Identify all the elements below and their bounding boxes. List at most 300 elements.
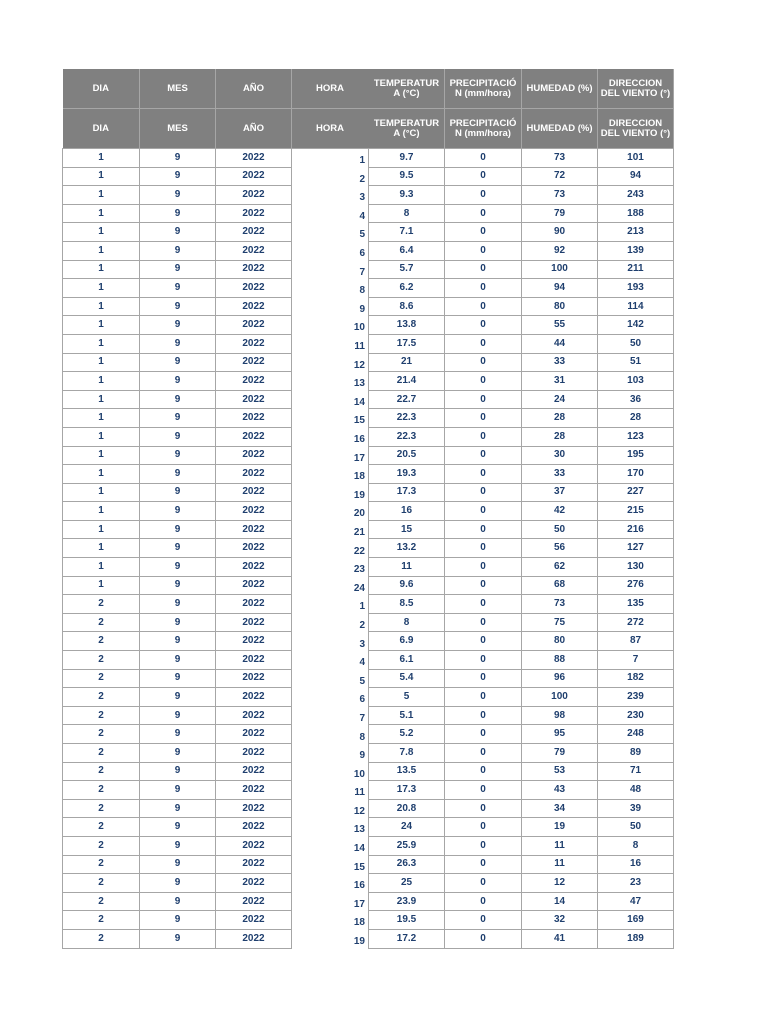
cell-temperatura: 5.4 bbox=[369, 669, 445, 688]
cell-ano: 2022 bbox=[216, 465, 292, 484]
cell-temperatura: 7.8 bbox=[369, 744, 445, 763]
cell-humedad: 41 bbox=[522, 929, 598, 948]
cell-ano: 2022 bbox=[216, 483, 292, 502]
table-row bbox=[63, 576, 674, 595]
table-row bbox=[63, 706, 674, 725]
cell-dia: 2 bbox=[63, 929, 140, 948]
cell-humedad: 94 bbox=[522, 279, 598, 298]
cell-direccion-viento: 215 bbox=[598, 502, 674, 521]
cell-direccion-viento: 139 bbox=[598, 241, 674, 260]
cell-humedad: 28 bbox=[522, 427, 598, 446]
cell-ano: 2022 bbox=[216, 260, 292, 279]
table-row bbox=[63, 874, 674, 893]
cell-direccion-viento: 36 bbox=[598, 390, 674, 409]
cell-direccion-viento: 94 bbox=[598, 167, 674, 186]
cell-mes: 9 bbox=[140, 669, 216, 688]
cell-mes: 9 bbox=[140, 855, 216, 874]
cell-humedad: 75 bbox=[522, 613, 598, 632]
cell-dia: 2 bbox=[63, 706, 140, 725]
cell-humedad: 28 bbox=[522, 409, 598, 428]
cell-hora: 15 bbox=[353, 415, 365, 427]
cell-humedad: 37 bbox=[522, 483, 598, 502]
cell-precipitacion: 0 bbox=[445, 558, 522, 577]
cell-precipitacion: 0 bbox=[445, 409, 522, 428]
header-hora: HORA bbox=[292, 109, 369, 149]
table-row bbox=[63, 558, 674, 577]
cell-dia: 2 bbox=[63, 669, 140, 688]
cell-dia: 1 bbox=[63, 353, 140, 372]
cell-hora: 11 bbox=[354, 787, 365, 799]
cell-dia: 1 bbox=[63, 279, 140, 298]
cell-humedad: 100 bbox=[522, 688, 598, 707]
cell-temperatura: 5.7 bbox=[369, 260, 445, 279]
cell-mes: 9 bbox=[140, 297, 216, 316]
cell-precipitacion: 0 bbox=[445, 911, 522, 930]
header-hora: HORA bbox=[292, 69, 369, 109]
cell-temperatura: 9.5 bbox=[369, 167, 445, 186]
cell-precipitacion: 0 bbox=[445, 520, 522, 539]
table-row bbox=[63, 595, 674, 614]
cell-ano: 2022 bbox=[216, 706, 292, 725]
cell-precipitacion: 0 bbox=[445, 372, 522, 391]
cell-mes: 9 bbox=[140, 799, 216, 818]
cell-humedad: 79 bbox=[522, 744, 598, 763]
cell-ano: 2022 bbox=[216, 149, 292, 168]
cell-mes: 9 bbox=[140, 279, 216, 298]
cell-hora: 24 bbox=[353, 582, 365, 594]
cell-direccion-viento: 213 bbox=[598, 223, 674, 242]
cell-dia: 2 bbox=[63, 632, 140, 651]
cell-humedad: 34 bbox=[522, 799, 598, 818]
cell-hora: 23 bbox=[353, 564, 365, 576]
cell-temperatura: 6.2 bbox=[369, 279, 445, 298]
cell-precipitacion: 0 bbox=[445, 502, 522, 521]
cell-ano: 2022 bbox=[216, 781, 292, 800]
table-row bbox=[63, 390, 674, 409]
cell-temperatura: 15 bbox=[369, 520, 445, 539]
table-row bbox=[63, 911, 674, 930]
table-row bbox=[63, 260, 674, 279]
cell-precipitacion: 0 bbox=[445, 186, 522, 205]
cell-hora: 5 bbox=[359, 675, 365, 687]
cell-direccion-viento: 227 bbox=[598, 483, 674, 502]
cell-dia: 1 bbox=[63, 520, 140, 539]
header-direccion-viento: DIRECCION DEL VIENTO (°) bbox=[598, 69, 674, 109]
cell-direccion-viento: 51 bbox=[598, 353, 674, 372]
cell-hora: 16 bbox=[353, 880, 365, 892]
cell-dia: 1 bbox=[63, 539, 140, 558]
cell-precipitacion: 0 bbox=[445, 725, 522, 744]
cell-dia: 1 bbox=[63, 223, 140, 242]
cell-temperatura: 25.9 bbox=[369, 836, 445, 855]
table-row bbox=[63, 818, 674, 837]
cell-precipitacion: 0 bbox=[445, 688, 522, 707]
cell-humedad: 73 bbox=[522, 595, 598, 614]
cell-ano: 2022 bbox=[216, 725, 292, 744]
cell-direccion-viento: 8 bbox=[598, 836, 674, 855]
cell-precipitacion: 0 bbox=[445, 855, 522, 874]
cell-hora: 4 bbox=[359, 657, 365, 669]
cell-dia: 2 bbox=[63, 874, 140, 893]
cell-hora: 10 bbox=[353, 768, 365, 780]
cell-dia: 2 bbox=[63, 836, 140, 855]
cell-direccion-viento: 248 bbox=[598, 725, 674, 744]
cell-mes: 9 bbox=[140, 874, 216, 893]
header-direccion-viento: DIRECCION DEL VIENTO (°) bbox=[598, 109, 674, 149]
cell-precipitacion: 0 bbox=[445, 781, 522, 800]
cell-precipitacion: 0 bbox=[445, 353, 522, 372]
cell-mes: 9 bbox=[140, 223, 216, 242]
cell-humedad: 24 bbox=[522, 390, 598, 409]
cell-direccion-viento: 243 bbox=[598, 186, 674, 205]
table-row bbox=[63, 613, 674, 632]
cell-hora: 1 bbox=[359, 601, 365, 613]
cell-direccion-viento: 230 bbox=[598, 706, 674, 725]
header-dia: DIA bbox=[63, 109, 140, 149]
cell-hora: 11 bbox=[354, 341, 365, 353]
cell-dia: 2 bbox=[63, 781, 140, 800]
cell-precipitacion: 0 bbox=[445, 483, 522, 502]
cell-temperatura: 20.5 bbox=[369, 446, 445, 465]
table-row bbox=[63, 372, 674, 391]
cell-temperatura: 6.4 bbox=[369, 241, 445, 260]
cell-dia: 2 bbox=[63, 744, 140, 763]
cell-humedad: 12 bbox=[522, 874, 598, 893]
cell-mes: 9 bbox=[140, 390, 216, 409]
cell-ano: 2022 bbox=[216, 390, 292, 409]
cell-dia: 1 bbox=[63, 446, 140, 465]
cell-precipitacion: 0 bbox=[445, 669, 522, 688]
table-row bbox=[63, 855, 674, 874]
cell-mes: 9 bbox=[140, 260, 216, 279]
cell-dia: 1 bbox=[63, 186, 140, 205]
header-temperatura: TEMPERATUR A (°C) bbox=[369, 69, 445, 109]
cell-temperatura: 8.6 bbox=[369, 297, 445, 316]
cell-mes: 9 bbox=[140, 465, 216, 484]
cell-hora: 16 bbox=[353, 434, 365, 445]
cell-direccion-viento: 50 bbox=[598, 818, 674, 837]
table-row bbox=[63, 799, 674, 818]
cell-direccion-viento: 182 bbox=[598, 669, 674, 688]
cell-dia: 2 bbox=[63, 762, 140, 781]
cell-humedad: 80 bbox=[522, 632, 598, 651]
table-row bbox=[63, 465, 674, 484]
cell-mes: 9 bbox=[140, 818, 216, 837]
cell-temperatura: 13.5 bbox=[369, 762, 445, 781]
table-row bbox=[63, 409, 674, 428]
cell-precipitacion: 0 bbox=[445, 613, 522, 632]
cell-temperatura: 19.3 bbox=[369, 465, 445, 484]
cell-hora: 22 bbox=[353, 545, 365, 557]
cell-ano: 2022 bbox=[216, 929, 292, 948]
cell-humedad: 72 bbox=[522, 167, 598, 186]
cell-mes: 9 bbox=[140, 502, 216, 521]
table-row bbox=[63, 483, 674, 502]
table-row bbox=[63, 186, 674, 205]
cell-hora: 5 bbox=[359, 229, 365, 241]
header-precipitacion: PRECIPITACIÓ N (mm/hora) bbox=[445, 69, 522, 109]
cell-mes: 9 bbox=[140, 744, 216, 763]
cell-mes: 9 bbox=[140, 929, 216, 948]
cell-hora: 3 bbox=[359, 638, 365, 650]
cell-direccion-viento: 16 bbox=[598, 855, 674, 874]
table-row bbox=[63, 279, 674, 298]
cell-precipitacion: 0 bbox=[445, 223, 522, 242]
cell-ano: 2022 bbox=[216, 651, 292, 670]
cell-dia: 1 bbox=[63, 483, 140, 502]
cell-ano: 2022 bbox=[216, 558, 292, 577]
cell-precipitacion: 0 bbox=[445, 446, 522, 465]
cell-ano: 2022 bbox=[216, 502, 292, 521]
cell-dia: 1 bbox=[63, 297, 140, 316]
weather-data-table bbox=[62, 69, 674, 949]
cell-mes: 9 bbox=[140, 595, 216, 614]
cell-precipitacion: 0 bbox=[445, 892, 522, 911]
cell-hora: 7 bbox=[359, 266, 365, 278]
cell-ano: 2022 bbox=[216, 223, 292, 242]
cell-direccion-viento: 239 bbox=[598, 688, 674, 707]
cell-ano: 2022 bbox=[216, 446, 292, 465]
cell-humedad: 55 bbox=[522, 316, 598, 335]
cell-ano: 2022 bbox=[216, 874, 292, 893]
header-humedad: HUMEDAD (%) bbox=[522, 109, 598, 149]
cell-mes: 9 bbox=[140, 186, 216, 205]
cell-precipitacion: 0 bbox=[445, 167, 522, 186]
cell-humedad: 100 bbox=[522, 260, 598, 279]
cell-direccion-viento: 89 bbox=[598, 744, 674, 763]
header-ano: AÑO bbox=[216, 69, 292, 109]
cell-humedad: 88 bbox=[522, 651, 598, 670]
cell-mes: 9 bbox=[140, 706, 216, 725]
cell-direccion-viento: 276 bbox=[598, 576, 674, 595]
cell-temperatura: 8 bbox=[369, 613, 445, 632]
table-row bbox=[63, 762, 674, 781]
cell-temperatura: 5 bbox=[369, 688, 445, 707]
cell-ano: 2022 bbox=[216, 799, 292, 818]
cell-dia: 1 bbox=[63, 465, 140, 484]
cell-humedad: 43 bbox=[522, 781, 598, 800]
cell-temperatura: 5.2 bbox=[369, 725, 445, 744]
cell-mes: 9 bbox=[140, 204, 216, 223]
cell-temperatura: 8 bbox=[369, 204, 445, 223]
cell-mes: 9 bbox=[140, 911, 216, 930]
cell-mes: 9 bbox=[140, 558, 216, 577]
cell-hora: 8 bbox=[359, 285, 365, 297]
cell-ano: 2022 bbox=[216, 576, 292, 595]
cell-mes: 9 bbox=[140, 167, 216, 186]
cell-mes: 9 bbox=[140, 781, 216, 800]
cell-mes: 9 bbox=[140, 651, 216, 670]
cell-direccion-viento: 195 bbox=[598, 446, 674, 465]
cell-mes: 9 bbox=[140, 576, 216, 595]
cell-ano: 2022 bbox=[216, 353, 292, 372]
cell-hora: 2 bbox=[359, 173, 365, 185]
cell-ano: 2022 bbox=[216, 372, 292, 391]
cell-ano: 2022 bbox=[216, 892, 292, 911]
cell-temperatura: 17.2 bbox=[369, 929, 445, 948]
cell-humedad: 31 bbox=[522, 372, 598, 391]
cell-precipitacion: 0 bbox=[445, 539, 522, 558]
cell-precipitacion: 0 bbox=[445, 651, 522, 670]
cell-humedad: 80 bbox=[522, 297, 598, 316]
cell-direccion-viento: 23 bbox=[598, 874, 674, 893]
table-row bbox=[63, 539, 674, 558]
header-row bbox=[63, 109, 674, 149]
cell-dia: 1 bbox=[63, 316, 140, 335]
cell-ano: 2022 bbox=[216, 669, 292, 688]
cell-precipitacion: 0 bbox=[445, 836, 522, 855]
cell-dia: 1 bbox=[63, 241, 140, 260]
table-row bbox=[63, 149, 674, 168]
cell-temperatura: 11 bbox=[369, 558, 445, 577]
cell-hora: 19 bbox=[353, 489, 365, 501]
cell-hora: 13 bbox=[353, 824, 365, 836]
cell-hora: 7 bbox=[359, 712, 365, 724]
cell-temperatura: 17.3 bbox=[369, 483, 445, 502]
table-row bbox=[63, 688, 674, 707]
table-row bbox=[63, 892, 674, 911]
cell-mes: 9 bbox=[140, 427, 216, 446]
cell-precipitacion: 0 bbox=[445, 929, 522, 948]
cell-precipitacion: 0 bbox=[445, 576, 522, 595]
cell-dia: 2 bbox=[63, 855, 140, 874]
table-row bbox=[63, 669, 674, 688]
cell-temperatura: 9.7 bbox=[369, 149, 445, 168]
cell-temperatura: 21.4 bbox=[369, 372, 445, 391]
table-row bbox=[63, 353, 674, 372]
header-mes: MES bbox=[140, 109, 216, 149]
cell-hora: 8 bbox=[359, 731, 365, 743]
cell-dia: 1 bbox=[63, 558, 140, 577]
table-row bbox=[63, 836, 674, 855]
cell-direccion-viento: 39 bbox=[598, 799, 674, 818]
cell-humedad: 50 bbox=[522, 520, 598, 539]
cell-humedad: 44 bbox=[522, 334, 598, 353]
cell-temperatura: 6.9 bbox=[369, 632, 445, 651]
cell-temperatura: 25 bbox=[369, 874, 445, 893]
cell-hora: 19 bbox=[353, 936, 365, 948]
cell-direccion-viento: 50 bbox=[598, 334, 674, 353]
cell-temperatura: 22.7 bbox=[369, 390, 445, 409]
cell-humedad: 73 bbox=[522, 149, 598, 168]
cell-mes: 9 bbox=[140, 762, 216, 781]
table-row bbox=[63, 446, 674, 465]
cell-temperatura: 13.2 bbox=[369, 539, 445, 558]
cell-mes: 9 bbox=[140, 613, 216, 632]
cell-direccion-viento: 272 bbox=[598, 613, 674, 632]
cell-direccion-viento: 28 bbox=[598, 409, 674, 428]
cell-mes: 9 bbox=[140, 372, 216, 391]
cell-humedad: 30 bbox=[522, 446, 598, 465]
table-row bbox=[63, 427, 674, 446]
header-ano: AÑO bbox=[216, 109, 292, 149]
cell-ano: 2022 bbox=[216, 613, 292, 632]
cell-ano: 2022 bbox=[216, 539, 292, 558]
cell-hora: 13 bbox=[353, 378, 365, 390]
cell-dia: 1 bbox=[63, 204, 140, 223]
cell-direccion-viento: 170 bbox=[598, 465, 674, 484]
cell-hora: 9 bbox=[359, 750, 365, 762]
table-row bbox=[63, 167, 674, 186]
header-mes: MES bbox=[140, 69, 216, 109]
cell-dia: 1 bbox=[63, 334, 140, 353]
cell-ano: 2022 bbox=[216, 334, 292, 353]
cell-precipitacion: 0 bbox=[445, 818, 522, 837]
cell-temperatura: 17.5 bbox=[369, 334, 445, 353]
cell-humedad: 53 bbox=[522, 762, 598, 781]
cell-ano: 2022 bbox=[216, 279, 292, 298]
cell-temperatura: 22.3 bbox=[369, 427, 445, 446]
cell-hora: 14 bbox=[353, 843, 365, 855]
cell-ano: 2022 bbox=[216, 595, 292, 614]
cell-mes: 9 bbox=[140, 520, 216, 539]
cell-direccion-viento: 211 bbox=[598, 260, 674, 279]
cell-dia: 2 bbox=[63, 688, 140, 707]
table-row bbox=[63, 725, 674, 744]
cell-ano: 2022 bbox=[216, 167, 292, 186]
cell-direccion-viento: 135 bbox=[598, 595, 674, 614]
cell-hora: 15 bbox=[353, 861, 365, 873]
cell-precipitacion: 0 bbox=[445, 762, 522, 781]
cell-temperatura: 23.9 bbox=[369, 892, 445, 911]
cell-ano: 2022 bbox=[216, 409, 292, 428]
cell-hora: 2 bbox=[359, 619, 365, 631]
cell-precipitacion: 0 bbox=[445, 874, 522, 893]
cell-mes: 9 bbox=[140, 241, 216, 260]
cell-direccion-viento: 87 bbox=[598, 632, 674, 651]
cell-precipitacion: 0 bbox=[445, 149, 522, 168]
cell-ano: 2022 bbox=[216, 818, 292, 837]
cell-mes: 9 bbox=[140, 725, 216, 744]
cell-direccion-viento: 142 bbox=[598, 316, 674, 335]
table-row bbox=[63, 651, 674, 670]
cell-humedad: 98 bbox=[522, 706, 598, 725]
table-row bbox=[63, 223, 674, 242]
cell-ano: 2022 bbox=[216, 241, 292, 260]
cell-precipitacion: 0 bbox=[445, 595, 522, 614]
cell-temperatura: 22.3 bbox=[369, 409, 445, 428]
header-temperatura: TEMPERATUR A (°C) bbox=[369, 109, 445, 149]
cell-temperatura: 20.8 bbox=[369, 799, 445, 818]
cell-dia: 1 bbox=[63, 409, 140, 428]
cell-direccion-viento: 47 bbox=[598, 892, 674, 911]
cell-humedad: 62 bbox=[522, 558, 598, 577]
cell-hora: 6 bbox=[359, 694, 365, 706]
cell-hora: 10 bbox=[353, 322, 365, 334]
cell-precipitacion: 0 bbox=[445, 390, 522, 409]
cell-dia: 1 bbox=[63, 149, 140, 168]
cell-precipitacion: 0 bbox=[445, 279, 522, 298]
cell-direccion-viento: 48 bbox=[598, 781, 674, 800]
cell-direccion-viento: 216 bbox=[598, 520, 674, 539]
cell-precipitacion: 0 bbox=[445, 744, 522, 763]
cell-temperatura: 9.3 bbox=[369, 186, 445, 205]
cell-direccion-viento: 123 bbox=[598, 427, 674, 446]
cell-direccion-viento: 189 bbox=[598, 929, 674, 948]
table-row bbox=[63, 632, 674, 651]
cell-temperatura: 21 bbox=[369, 353, 445, 372]
table-row bbox=[63, 502, 674, 521]
cell-hora: 12 bbox=[353, 805, 365, 817]
cell-precipitacion: 0 bbox=[445, 427, 522, 446]
cell-direccion-viento: 101 bbox=[598, 149, 674, 168]
header-precipitacion: PRECIPITACIÓ N (mm/hora) bbox=[445, 109, 522, 149]
table-row bbox=[63, 781, 674, 800]
table-row bbox=[63, 204, 674, 223]
header-dia: DIA bbox=[63, 69, 140, 109]
cell-temperatura: 9.6 bbox=[369, 576, 445, 595]
cell-humedad: 79 bbox=[522, 204, 598, 223]
